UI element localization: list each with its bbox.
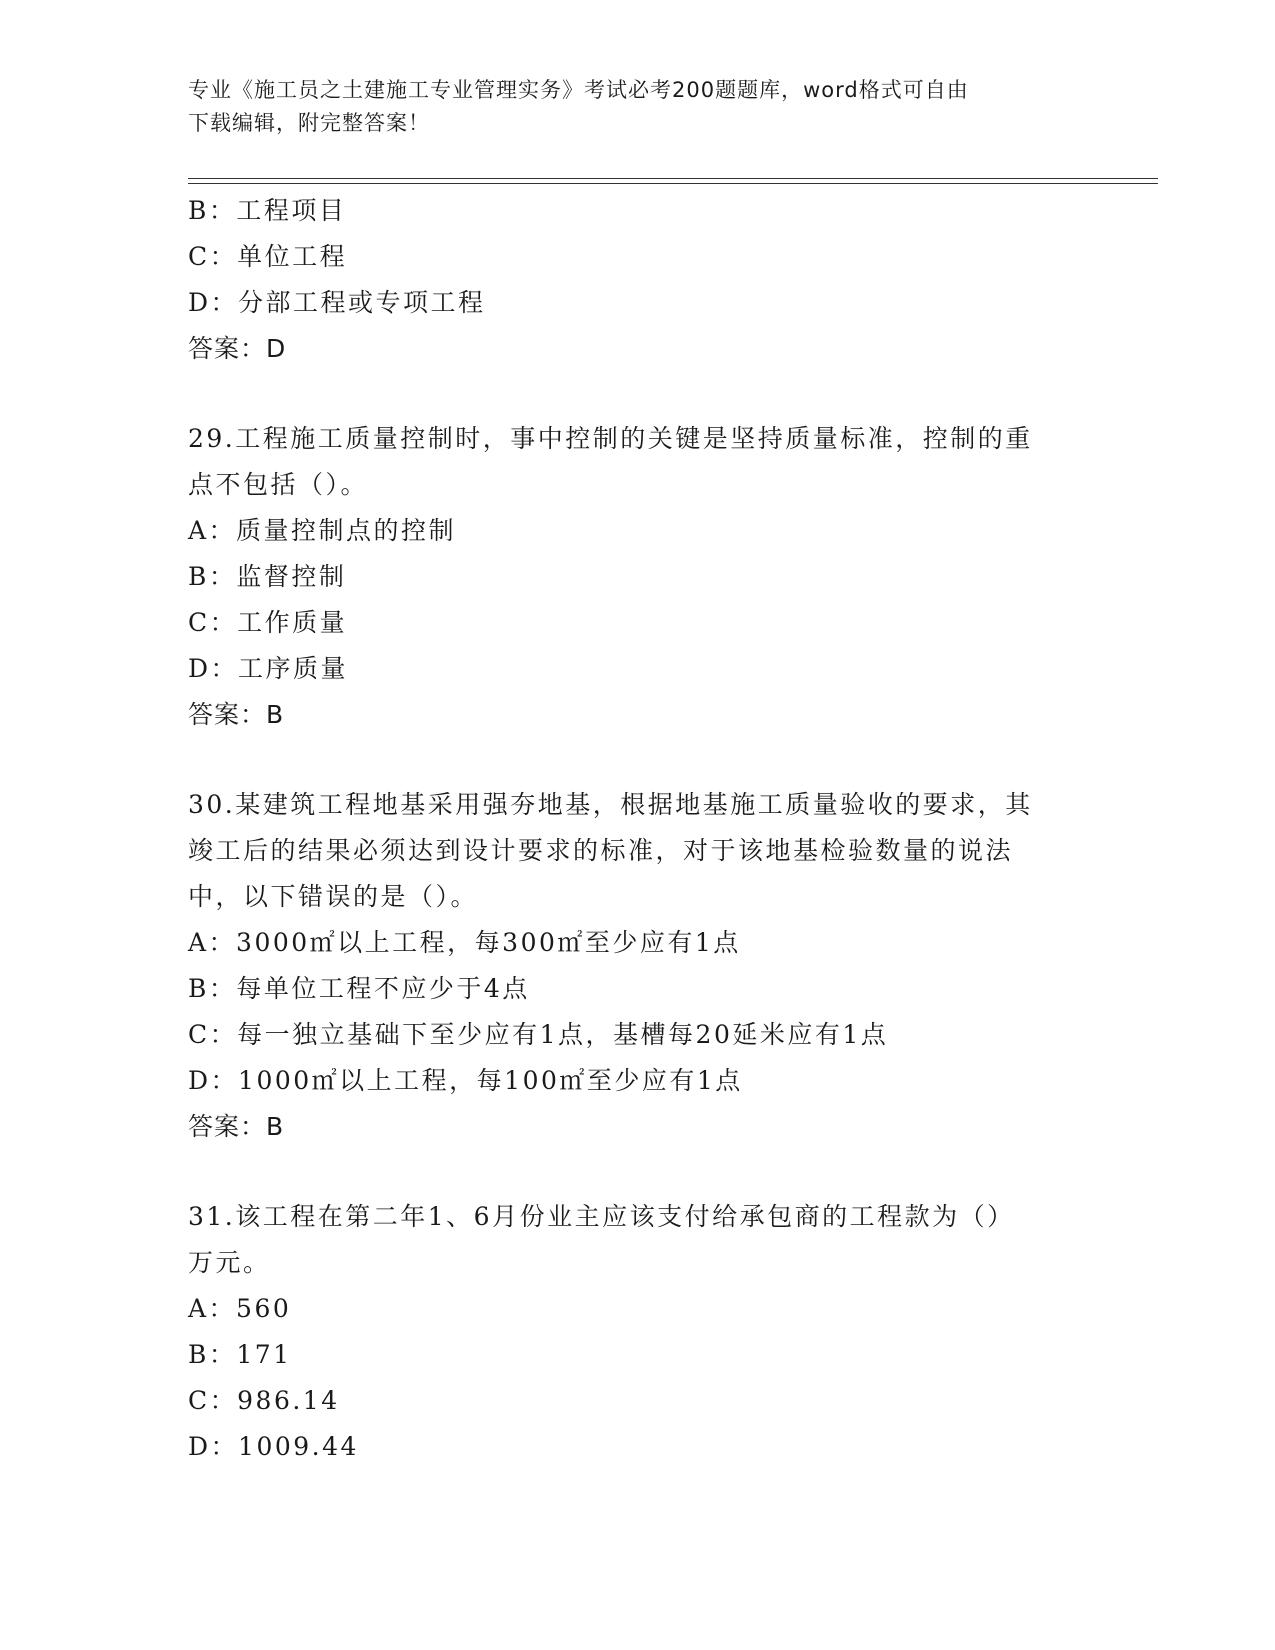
header-line: 专业《施工员之土建施工专业管理实务》考试必考200题题库，word格式可自由 (188, 78, 969, 102)
option-a: A：3000㎡以上工程，每300㎡至少应有1点 (188, 928, 741, 957)
option-b: B：171 (188, 1340, 292, 1369)
question-stem: 万元。 (188, 1248, 271, 1277)
question-stem: 中，以下错误的是（）。 (188, 882, 479, 911)
option-a: A：560 (188, 1294, 292, 1323)
option-c: C：单位工程 (188, 242, 348, 271)
option-d: D：分部工程或专项工程 (188, 288, 486, 317)
header-divider (188, 178, 1158, 179)
option-b: B：监督控制 (188, 562, 347, 591)
answer-line: 答案：B (188, 700, 285, 729)
header-line: 下载编辑，附完整答案！ (188, 111, 430, 135)
option-c: C：工作质量 (188, 608, 348, 637)
option-b: B：每单位工程不应少于4点 (188, 974, 530, 1003)
answer-line: 答案：D (188, 334, 287, 363)
question-30 (188, 782, 1088, 1150)
question-stem: 31.该工程在第二年1、6月份业主应该支付给承包商的工程款为（） (188, 1202, 1015, 1231)
question-stem: 竣工后的结果必须达到设计要求的标准，对于该地基检验数量的说法 (188, 836, 1014, 865)
option-a: A：质量控制点的控制 (188, 516, 457, 545)
question-stem: 30.某建筑工程地基采用强夯地基，根据地基施工质量验收的要求，其 (188, 790, 1033, 819)
option-d: D：1000㎡以上工程，每100㎡至少应有1点 (188, 1066, 743, 1095)
question-stem: 点不包括（）。 (188, 470, 369, 499)
header-divider (188, 183, 1158, 184)
answer-line: 答案：B (188, 1112, 285, 1141)
option-d: D：工序质量 (188, 654, 349, 683)
option-c: C：986.14 (188, 1386, 340, 1415)
question-stem: 29.工程施工质量控制时，事中控制的关键是坚持质量标准，控制的重 (188, 424, 1033, 453)
option-c: C：每一独立基础下至少应有1点，基槽每20延米应有1点 (188, 1020, 889, 1049)
option-d: D：1009.44 (188, 1432, 359, 1461)
question-28-continued (188, 188, 1088, 372)
document-header (188, 74, 1088, 140)
question-29 (188, 416, 1088, 738)
option-b: B：工程项目 (188, 196, 347, 225)
question-31 (188, 1194, 1088, 1470)
question-list (188, 188, 1088, 1470)
